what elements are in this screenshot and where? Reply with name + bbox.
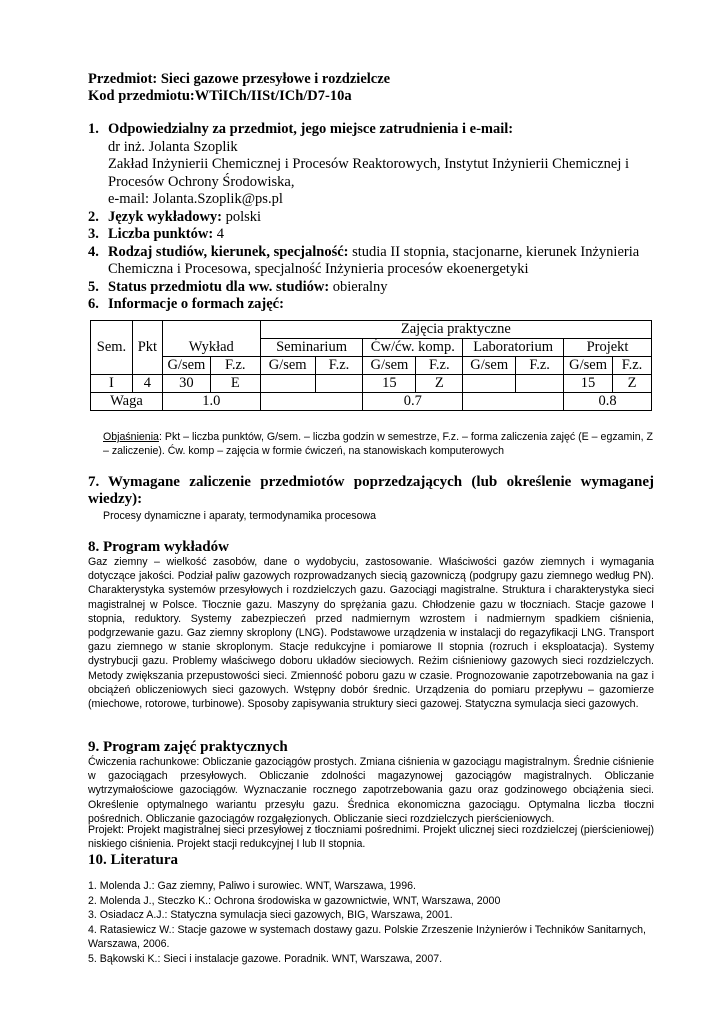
list-label: Odpowiedzialny za przedmiot, jego miejsce zatrudnienia i e-mail: bbox=[108, 121, 514, 137]
list-item-4 bbox=[88, 244, 658, 279]
waga-wyklad: 1.0 bbox=[162, 393, 260, 411]
waga-label: Waga bbox=[91, 393, 163, 411]
list-item: 4. Ratasiewicz W.: Stacje gazowe w systemach dostawy gazu. Polskie Zrzeszenie Inżynierów i Techników Sanitarnych, Warszawa, 2006. bbox=[88, 923, 646, 950]
cell-wyklad-g: 30 bbox=[162, 375, 210, 393]
responsible-name: dr inż. Jolanta Szoplik bbox=[108, 138, 238, 155]
sub-fz: F.z. bbox=[613, 357, 652, 375]
list-item: 3. Osiadacz A.J.: Statyczna symulacja sieci gazowych, BIG, Warszawa, 2001. bbox=[88, 909, 453, 921]
list-item: 5. Bąkowski K.: Sieci i instalacje gazowe. Poradnik. WNT, Warszawa, 2007. bbox=[88, 952, 443, 965]
list-number: 2. bbox=[88, 208, 99, 225]
section-7-text: Procesy dynamiczne i aparaty, termodynamika procesowa bbox=[103, 510, 377, 522]
list-value: 4 bbox=[213, 226, 225, 242]
cell-cw-g: 15 bbox=[363, 375, 416, 393]
cell-cw-f: Z bbox=[416, 375, 463, 393]
list-item: 2. Molenda J., Steczko K.: Ochrona środowiska w gazownictwie, WNT, Warszawa, 2000 bbox=[88, 894, 501, 907]
cell-pkt: 4 bbox=[132, 375, 162, 393]
header-sem: Sem. bbox=[91, 321, 133, 375]
cell-seminarium-f bbox=[315, 375, 363, 393]
info-list bbox=[88, 121, 658, 314]
sub-gsem: G/sem bbox=[564, 357, 613, 375]
header-cw: Ćw/ćw. komp. bbox=[363, 339, 463, 357]
section-7-heading bbox=[88, 474, 654, 508]
cell-wyklad-f: E bbox=[210, 375, 260, 393]
classes-table bbox=[90, 320, 652, 411]
section-10-heading: 10. Literatura bbox=[88, 852, 178, 868]
list-label: Język wykładowy: bbox=[108, 208, 222, 225]
section-8-heading: 8. Program wykładów bbox=[88, 539, 229, 555]
section-number: 7. bbox=[88, 474, 100, 490]
sub-fz: F.z. bbox=[315, 357, 363, 375]
header-lab: Laboratorium bbox=[463, 339, 564, 357]
sub-gsem: G/sem bbox=[363, 357, 416, 375]
header-pkt: Pkt bbox=[132, 321, 162, 375]
cell-seminarium-g bbox=[260, 375, 315, 393]
list-value: studia II stopnia, stacjonarne, kierunek Inżynieria Chemiczna i Procesowa, specjalność Inżynieria procesów ekoenergetyki bbox=[108, 243, 640, 277]
list-item: 1. Molenda J.: Gaz ziemny, Paliwo i surowiec. WNT, Warszawa, 1996. bbox=[88, 880, 416, 892]
waga-projekt: 0.8 bbox=[564, 393, 652, 411]
list-number: 5. bbox=[88, 278, 99, 295]
cell-sem: I bbox=[91, 375, 133, 393]
section-9-text-project: Projekt: Projekt magistralnej sieci przesyłowej z tłoczniami pośrednimi. Projekt ulicznej sieci rozdzielczej (pierścieniowej) niskiego ciśnienia. Projekt stacji redukcyjnej I lub II stopnia. bbox=[88, 824, 654, 851]
table-row bbox=[91, 393, 652, 411]
list-item-5 bbox=[88, 279, 658, 297]
list-item-2 bbox=[88, 209, 658, 227]
waga-lab bbox=[463, 393, 564, 411]
literature-list bbox=[88, 879, 654, 966]
cell-projekt-g: 15 bbox=[564, 375, 613, 393]
subject-code: Kod przedmiotu:WTiICh/IISt/ICh/D7-10a bbox=[88, 88, 352, 104]
list-value: obieralny bbox=[329, 278, 388, 295]
subject-title: Przedmiot: Sieci gazowe przesyłowe i rozdzielcze bbox=[88, 71, 391, 87]
responsible-unit: Zakład Inżynierii Chemicznej i Procesów Reaktorowych, Instytut Inżynierii Chemicznej i Procesów Ochrony Środowiska, bbox=[108, 156, 630, 190]
waga-cw: 0.7 bbox=[363, 393, 463, 411]
cell-projekt-f: Z bbox=[613, 375, 652, 393]
list-number: 3. bbox=[88, 226, 99, 242]
list-number: 6. bbox=[88, 296, 99, 312]
table-row bbox=[91, 357, 652, 375]
note-text: : Pkt – liczba punktów, G/sem. – liczba godzin w semestrze, F.z. – forma zaliczenia zajęć (E – egzamin, Z – zaliczenie). Ćw. komp – zajęcia w formie ćwiczeń, na stanowiskach komputerowych bbox=[103, 431, 653, 457]
list-item-6 bbox=[88, 296, 658, 314]
table-row bbox=[91, 375, 652, 393]
cell-lab-g bbox=[463, 375, 516, 393]
sub-gsem: G/sem bbox=[463, 357, 516, 375]
section-title: Wymagane zaliczenie przedmiotów poprzedzających (lub określenie wymaganej wiedzy): bbox=[88, 474, 654, 507]
section-9-heading: 9. Program zajęć praktycznych bbox=[88, 739, 288, 755]
sub-fz: F.z. bbox=[516, 357, 564, 375]
sub-gsem: G/sem bbox=[260, 357, 315, 375]
sub-fz: F.z. bbox=[416, 357, 463, 375]
list-item-1 bbox=[88, 121, 658, 209]
list-value: polski bbox=[222, 208, 262, 225]
note-label: Objaśnienia bbox=[103, 431, 159, 443]
header-seminarium: Seminarium bbox=[260, 339, 363, 357]
list-label: Informacje o formach zajęć: bbox=[108, 296, 284, 312]
waga-seminarium bbox=[260, 393, 363, 411]
cell-lab-f bbox=[516, 375, 564, 393]
sub-fz: F.z. bbox=[210, 357, 260, 375]
header-wyklad: Wykład bbox=[162, 321, 260, 357]
sub-gsem: G/sem bbox=[162, 357, 210, 375]
table-row bbox=[91, 321, 652, 339]
list-item-3 bbox=[88, 226, 658, 244]
header-practical: Zajęcia praktyczne bbox=[260, 321, 651, 339]
responsible-email: e-mail: Jolanta.Szoplik@ps.pl bbox=[108, 191, 283, 207]
section-9-text-exercises: Ćwiczenia rachunkowe: Obliczanie gazociągów prostych. Zmiana ciśnienia w gazociągu magistralnym. Średnie ciśnienie w gazociągach przesyłowych. Obliczanie zdolności magazynowej gazociągów magistralnych. Obliczanie wytrzymałościowe gazociągów. Wyznaczanie rocznego zapotrzebowania gazu oraz godzinowego obciążenia sieci. Określenie optymalnego wariantu przesyłu gazu. Średnica ekonomiczna gazociągu. Optymalna liczba tłoczni pośrednich. Obliczanie gazociągów rozgałęzionych. Obliczanie sieci rozdzielczych pierścieniowych. bbox=[88, 756, 654, 825]
section-8-text: Gaz ziemny – wielkość zasobów, dane o wydobyciu, zastosowanie. Właściwości gazów ziemnych i wymagania dotyczące jakości. Podział paliw gazowych rozprowadzanych siecią gazowniczą (podgrupy gazu ziemnego według PN). Charakterystyka systemów przesyłowych i rozdzielczych gazu. Gazociągi magistralne. Struktura i charakterystyka sieci magistralnej w Polsce. Tłocznie gazu. Maszyny do sprężania gazu. Chłodzenie gazu w tłoczniach. Stacje gazowe I stopnia, reduktory. Systemy zabezpieczeń przed nadmiernym wzrostem i nadmiernym spadkiem ciśnienia, podgrzewanie gazu. Gaz ziemny skroplony (LNG). Podstawowe urządzenia w instalacji do regazyfikacji LNG. Transport gazu ziemnego w stanie skroplonym. Stacje redukcyjne i pomiarowe II stopnia (rozruch i eksploatacja). Systemy dystrybucji gazu. Problemy właściwego doboru układów sieciowych. Reżim ciśnieniowy gazowych sieci rozdzielczych. Metody zwiększania przepustowości sieci. Zmienność poboru gazu w czasie. Prognozowanie zapotrzebowania na gaz i obciążeń obliczeniowych sieci gazowych. Wstępny dobór średnic. Urządzenia do pomiaru przepływu – gazomierze (miechowe, rotorowe, turbinowe). Sposoby zapisywania struktury sieci gazowej. Statyczna symulacja sieci gazowych. bbox=[88, 556, 654, 711]
list-label: Liczba punktów: bbox=[108, 226, 214, 242]
list-label: Status przedmiotu dla ww. studiów: bbox=[108, 278, 330, 295]
list-number: 1. bbox=[88, 121, 99, 137]
list-label: Rodzaj studiów, kierunek, specjalność: bbox=[108, 243, 349, 260]
list-number: 4. bbox=[88, 243, 99, 260]
header-projekt: Projekt bbox=[564, 339, 652, 357]
table-note bbox=[103, 430, 653, 458]
